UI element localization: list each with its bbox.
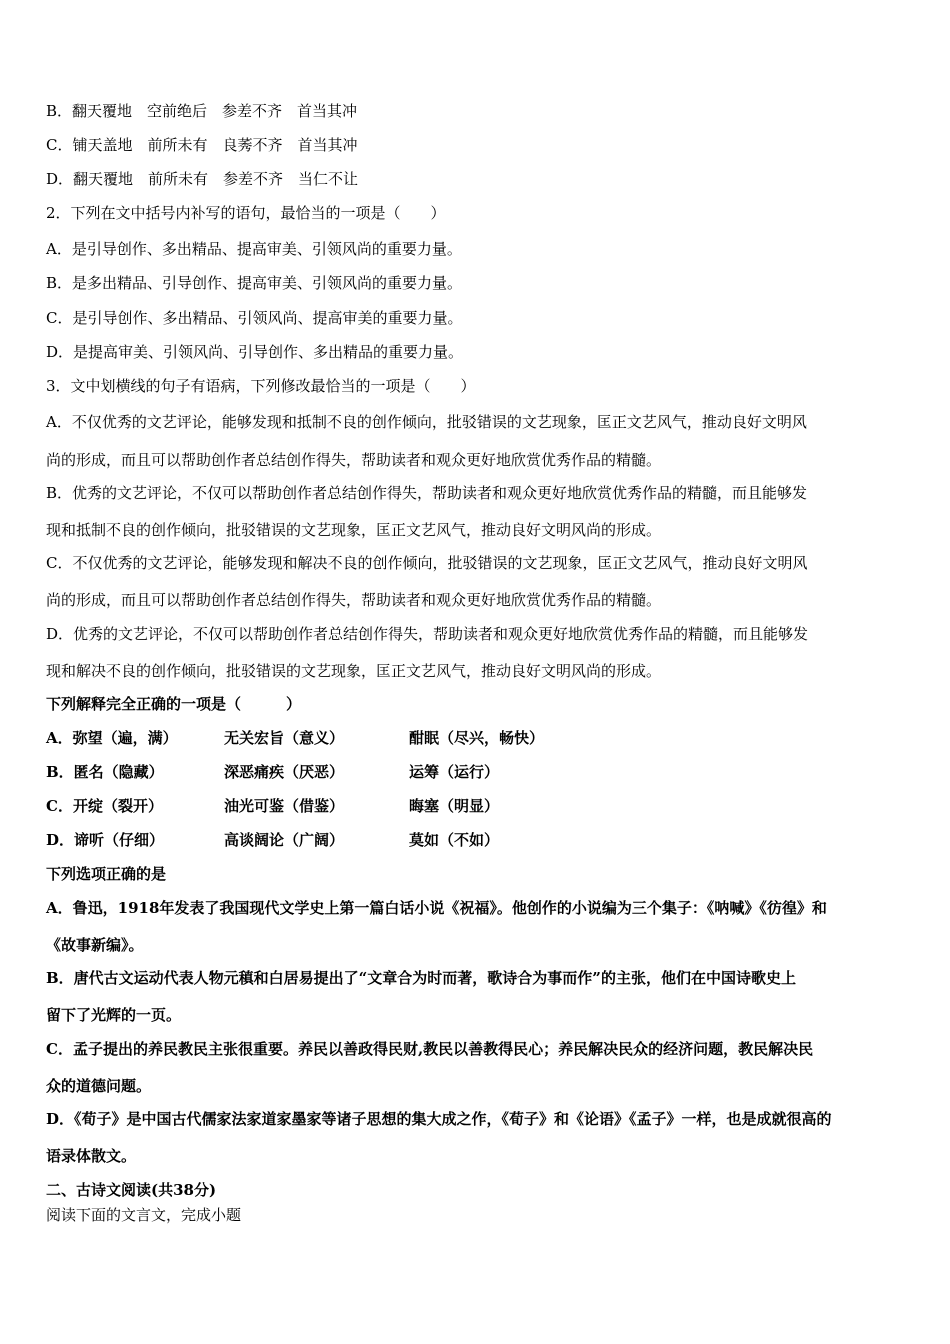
- q4-row-b-col1: B．匿名（隐藏）: [46, 763, 164, 781]
- q3-option-c-line2: 尚的形成，而且可以帮助创作者总结创作得失，帮助读者和观众更好地欣赏优秀作品的精髓。: [46, 591, 662, 609]
- q3-option-a-line1: A．不仅优秀的文艺评论，能够发现和抵制不良的创作倾向，批驳错误的文艺现象，匡正文艺风气，推动良好文明风: [46, 413, 807, 431]
- q5-option-c-line2: 众的道德问题。: [46, 1077, 152, 1095]
- q4-row-d-col3: 莫如（不如）: [409, 831, 500, 849]
- q4-row-c: [46, 796, 926, 816]
- q5-option-b-line1: B．唐代古文运动代表人物元稹和白居易提出了“文章合为时而著，歌诗合为事而作”的主张，他们在中国诗歌史上: [46, 969, 796, 987]
- q4-row-c-col2: 油光可鉴（借鉴）: [224, 797, 345, 815]
- q4-row-d: [46, 830, 926, 850]
- q5-option-a-line1: A．鲁迅，1918年发表了我国现代文学史上第一篇白话小说《祝福》。他创作的小说编为三个集子：《呐喊》《彷徨》和: [46, 899, 827, 917]
- q3-option-d-line1: D．优秀的文艺评论，不仅可以帮助创作者总结创作得失，帮助读者和观众更好地欣赏优秀作品的精髓，而且能够发: [46, 625, 809, 643]
- q4-row-a-col2: 无关宏旨（意义）: [224, 729, 345, 747]
- q4-row-d-col1: D．谛听（仔细）: [46, 831, 165, 849]
- q5-stem: 下列选项正确的是: [46, 865, 167, 883]
- q3-option-c-line1: C．不仅优秀的文艺评论，能够发现和解决不良的创作倾向，批驳错误的文艺现象，匡正文艺风气，推动良好文明风: [46, 554, 808, 572]
- q4-row-a-col3: 酣眠（尽兴，畅快）: [409, 729, 545, 747]
- q4-stem: 下列解释完全正确的一项是（ ）: [46, 695, 302, 713]
- q4-row-c-col1: C．开绽（裂开）: [46, 797, 163, 815]
- q5-option-d-line1: D．《荀子》是中国古代儒家法家道家墨家等诸子思想的集大成之作，《荀子》和《论语》《孟子》一样，也是成就很高的: [46, 1110, 832, 1128]
- q3-option-b-line2: 现和抵制不良的创作倾向，批驳错误的文艺现象，匡正文艺风气，推动良好文明风尚的形成。: [46, 521, 662, 539]
- q3-option-a-line2: 尚的形成，而且可以帮助创作者总结创作得失，帮助读者和观众更好地欣赏优秀作品的精髓。: [46, 451, 662, 469]
- q4-row-d-col2: 高谈阔论（广阔）: [224, 831, 345, 849]
- q4-row-a: [46, 728, 926, 748]
- q2-option-d: D．是提高审美、引领风尚、引导创作、多出精品的重要力量。: [46, 343, 464, 361]
- q5-option-d-line2: 语录体散文。: [46, 1147, 137, 1165]
- q2-stem: 2．下列在文中括号内补写的语句，最恰当的一项是（ ）: [46, 204, 446, 222]
- q5-option-b-line2: 留下了光辉的一页。: [46, 1006, 182, 1024]
- q5-option-a-line2: 《故事新编》。: [46, 936, 144, 954]
- q4-row-c-col3: 晦塞（明显）: [409, 797, 500, 815]
- section-2-instruction: 阅读下面的文言文，完成小题: [46, 1206, 242, 1224]
- q4-row-b-col2: 深恶痛疾（厌恶）: [224, 763, 345, 781]
- q2-option-c: C．是引导创作、多出精品、引领风尚、提高审美的重要力量。: [46, 309, 463, 327]
- section-2-title: 二、古诗文阅读(共38分): [46, 1181, 217, 1199]
- q4-row-b: [46, 762, 926, 782]
- q1-option-b: B．翻天覆地 空前绝后 参差不齐 首当其冲: [46, 102, 358, 120]
- q2-option-b: B．是多出精品、引导创作、提高审美、引领风尚的重要力量。: [46, 274, 463, 292]
- q4-row-b-col3: 运筹（运行）: [409, 763, 500, 781]
- q3-stem: 3．文中划横线的句子有语病，下列修改最恰当的一项是（ ）: [46, 377, 476, 395]
- q1-option-d: D．翻天覆地 前所未有 参差不齐 当仁不让: [46, 170, 359, 188]
- q2-option-a: A．是引导创作、多出精品、提高审美、引领风尚的重要力量。: [46, 240, 462, 258]
- q3-option-b-line1: B．优秀的文艺评论，不仅可以帮助创作者总结创作得失，帮助读者和观众更好地欣赏优秀作品的精髓，而且能够发: [46, 484, 808, 502]
- q1-option-c: C．铺天盖地 前所未有 良莠不齐 首当其冲: [46, 136, 358, 154]
- q4-row-a-col1: A．弥望（遍，满）: [46, 729, 178, 747]
- q3-option-d-line2: 现和解决不良的创作倾向，批驳错误的文艺现象，匡正文艺风气，推动良好文明风尚的形成。: [46, 662, 662, 680]
- q5-option-c-line1: C．孟子提出的养民教民主张很重要。养民以善政得民财,教民以善教得民心；养民解决民众的经济问题，教民解决民: [46, 1040, 814, 1058]
